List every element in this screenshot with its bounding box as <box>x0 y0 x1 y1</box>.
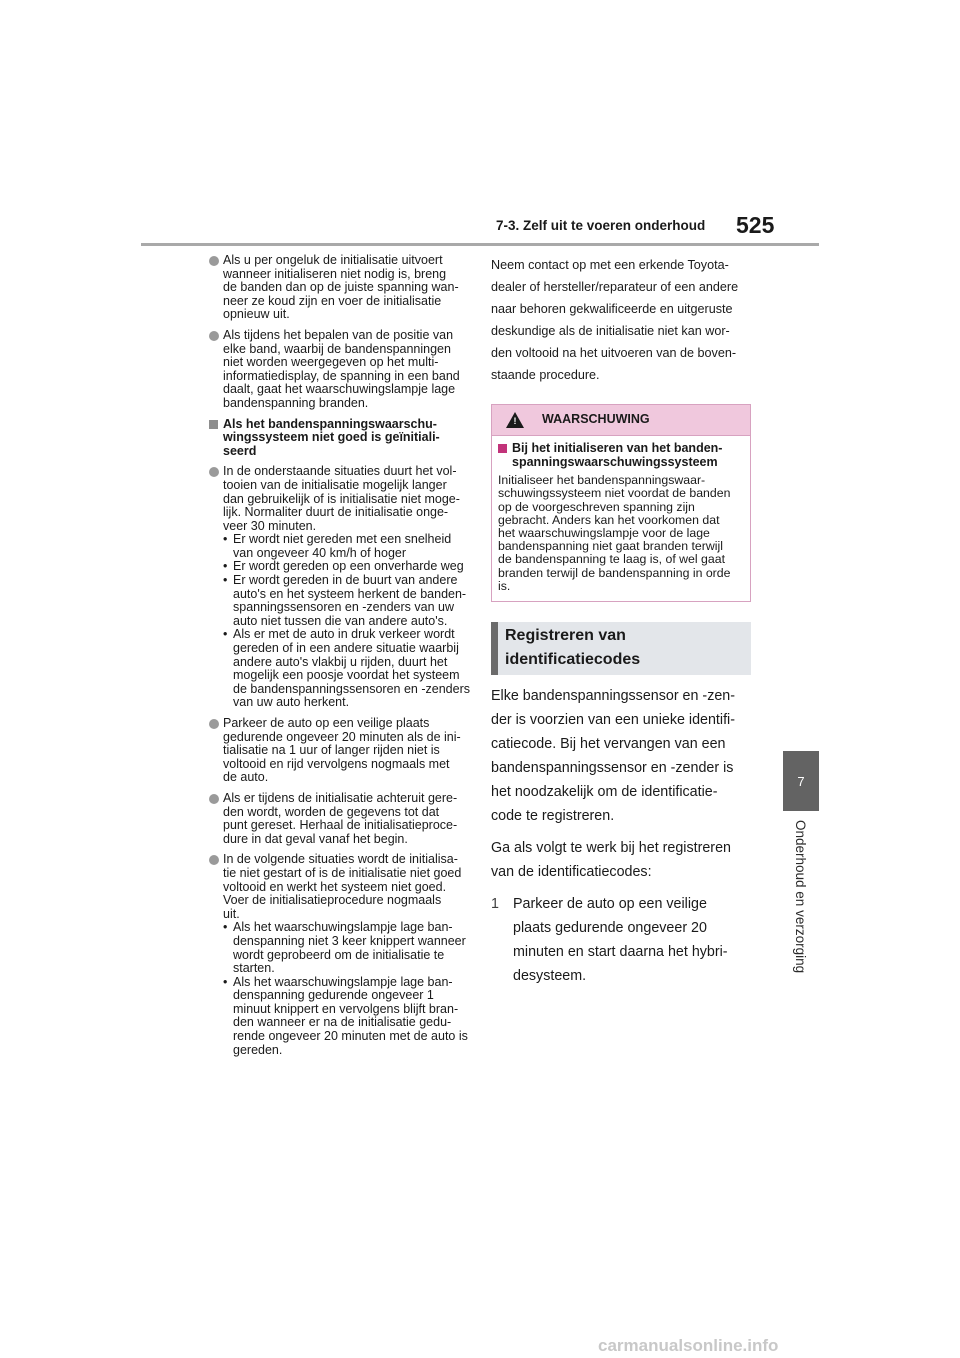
text-line: In de volgende situaties wordt de initialisa- <box>223 852 458 867</box>
sub-item <box>223 533 471 560</box>
text-line: plaats gedurende ongeveer 20 <box>513 920 707 937</box>
bullet-dot-icon <box>209 331 219 341</box>
text-line: schuwingssysteem niet voordat de banden <box>498 486 731 501</box>
text-line: elke band, waarbij de bandenspanningen <box>223 341 451 356</box>
text-line: niet worden weergegeven op het multi- <box>223 355 439 370</box>
text-line: wordt geprobeerd om de initialisatie te <box>233 947 445 962</box>
text-line: dan gebruikelijk of is initialisatie niet moge- <box>223 491 460 506</box>
text-line: lijk. Normaliter duurt de initialisatie onge- <box>223 505 449 520</box>
right-column <box>491 254 751 988</box>
sub-bullet-icon: • <box>223 974 228 989</box>
warning-subheading <box>498 442 740 469</box>
bullet-dot-icon <box>209 794 219 804</box>
text-line: voltooid en werkt het systeem niet goed. <box>223 879 447 894</box>
step-text <box>513 892 751 988</box>
text-line: rende ongeveer 20 minuten met de auto is <box>233 1029 468 1044</box>
bullet-text <box>223 717 471 785</box>
bullet-item <box>209 792 471 846</box>
text-line: gebracht. Anders kan het voorkomen dat <box>498 512 720 527</box>
sub-item <box>223 628 471 710</box>
text-line: code te registreren. <box>491 808 615 825</box>
text-line: Voer de initialisatieprocedure nogmaals <box>223 893 442 908</box>
text-line: Ga als volgt te werk bij het registreren <box>491 840 731 857</box>
text-line: de bandenspanningssensoren en -zenders <box>233 681 470 696</box>
section-header: 7-3. Zelf uit te voeren onderhoud <box>496 218 706 233</box>
text-line: Registreren van <box>505 627 626 645</box>
text-line: deskundige als de initialisatie niet kan wor- <box>491 324 730 338</box>
sub-bullet-icon: • <box>223 573 228 588</box>
text-line: Als het bandenspanningswaarschu- <box>223 416 437 431</box>
step-number: 1 <box>491 896 499 913</box>
page-number: 525 <box>736 212 775 238</box>
bullet-item <box>209 717 471 785</box>
left-column <box>209 254 471 1064</box>
text-line: is. <box>498 578 511 593</box>
text-line: der is voorzien van een unieke identifi- <box>491 712 735 729</box>
text-line: den wordt, worden de gegevens tot dat <box>223 804 440 819</box>
sub-bullet-icon: • <box>223 532 228 547</box>
text-line: denspanning gedurende ongeveer 1 <box>233 988 434 1003</box>
text-line: In de onderstaande situaties duurt het vol- <box>223 464 457 479</box>
text-line: bandenspanning niet gaat branden terwijl <box>498 539 723 554</box>
text-line: Als er met de auto in druk verkeer wordt <box>233 627 455 642</box>
text-line: dealer of hersteller/reparateur of een andere <box>491 280 739 294</box>
text-line: spanningssensoren en -zenders van uw <box>233 600 454 615</box>
text-line: den voltooid na het uitvoeren van de boven- <box>491 346 737 360</box>
text-line: Als er tijdens de initialisatie achteruit gere- <box>223 790 458 805</box>
text-line: Elke bandenspanningssensor en -zen- <box>491 688 736 705</box>
warning-text <box>498 474 740 593</box>
text-line: de banden dan op de juiste spanning wan- <box>223 280 459 295</box>
sub-item <box>223 976 471 1058</box>
bullet-dot-icon <box>209 256 219 266</box>
text-line: van de identificatiecodes: <box>491 864 652 881</box>
text-line: tialisatie na 1 uur of langer rijden niet is <box>223 743 440 758</box>
warning-label: WAARSCHUWING <box>542 412 650 426</box>
warning-body <box>492 436 750 601</box>
text-line: voltooid en rijd vervolgens nogmaals met <box>223 756 450 771</box>
bullet-item <box>209 329 471 411</box>
sub-item <box>223 921 471 975</box>
bullet-dot-icon <box>209 855 219 865</box>
text-line: auto's en het systeem herkent de banden- <box>233 586 467 601</box>
sub-bullet-icon: • <box>223 627 228 642</box>
text-line: gereden. <box>233 1042 283 1057</box>
intro-paragraph <box>491 254 751 386</box>
text-line: Er wordt gereden in de buurt van andere <box>233 573 458 588</box>
sub-list <box>223 533 471 710</box>
text-line: starten. <box>233 961 275 976</box>
text-line: andere auto's vlakbij u rijden, duurt het <box>233 654 448 669</box>
text-line: gereden of in een andere situatie waarbij <box>233 641 459 656</box>
sub-bullet-icon: • <box>223 920 228 935</box>
text-line: punt gereset. Herhaal de initialisatieproce- <box>223 818 458 833</box>
text-line: branden terwijl de bandenspanning in orde <box>498 565 731 580</box>
text-line: informatiedisplay, de spanning in een band <box>223 368 460 383</box>
bullet-dot-icon <box>209 719 219 729</box>
text-line: Als u per ongeluk de initialisatie uitvoert <box>223 253 443 267</box>
text-line: bandenspanningssensor en -zender is <box>491 760 734 777</box>
text-line: het waarschuwingslampje voor de lage <box>498 526 710 540</box>
text-line: van uw auto herkent. <box>233 695 350 710</box>
warning-header <box>492 405 750 436</box>
text-line: Initialiseer het bandenspanningswaar- <box>498 473 706 488</box>
text-line: den wanneer er na de initialisatie gedu- <box>233 1015 452 1030</box>
sub-bullet-icon: • <box>223 559 228 574</box>
bullet-item <box>209 853 471 1057</box>
paragraph <box>491 684 751 828</box>
text-line: opnieuw uit. <box>223 307 290 322</box>
text-line: mogelijk een poosje voordat het systeem <box>233 668 460 683</box>
header-rule <box>141 243 819 246</box>
text-line: catiecode. Bij het vervangen van een <box>491 736 726 753</box>
bullet-item <box>209 465 471 710</box>
bullet-text <box>223 792 471 846</box>
text-line: op de voorgeschreven spanning zijn <box>498 499 695 514</box>
bullet-dot-icon <box>209 467 219 477</box>
text-line: Parkeer de auto op een veilige plaats <box>223 716 430 730</box>
text-line: identificatiecodes <box>505 651 641 669</box>
warning-subheading-text <box>512 442 740 469</box>
sub-item <box>223 574 471 628</box>
text-line: staande procedure. <box>491 368 600 382</box>
bullet-text <box>223 254 471 322</box>
text-line: Er wordt gereden op een onverharde weg <box>233 559 464 574</box>
text-line: auto niet tussen die van andere auto's. <box>233 613 448 628</box>
text-line: neer ze koud zijn en voer de initialisatie <box>223 293 442 308</box>
text-line: naar behoren gekwalificeerde en uitgeruste <box>491 302 733 316</box>
text-line: minuten en start daarna het hybri- <box>513 944 728 961</box>
text-line: Als tijdens het bepalen van de positie van <box>223 327 454 342</box>
text-line: de auto. <box>223 770 269 785</box>
text-line: wanneer initialiseren niet nodig is, breng <box>223 266 447 281</box>
text-line: wingssysteem niet goed is geïnitiali- <box>223 430 440 445</box>
sub-list <box>223 921 471 1057</box>
square-bullet-icon <box>498 444 507 453</box>
paragraph <box>491 836 751 884</box>
text-line: Parkeer de auto op een veilige <box>513 896 707 913</box>
text-line: bandenspanning branden. <box>223 395 369 410</box>
text-line: tie niet gestart of is de initialisatie niet goed <box>223 865 462 880</box>
text-line: seerd <box>223 443 257 458</box>
subheading-text <box>223 418 471 459</box>
watermark: carmanualsonline.info <box>598 1336 779 1355</box>
square-bullet-icon <box>209 420 218 429</box>
text-line: het noodzakelijk om de identificatie- <box>491 784 718 801</box>
text-line: Als het waarschuwingslampje lage ban- <box>233 974 453 989</box>
bullet-text <box>223 853 471 921</box>
text-line: minuut knippert en vervolgens blijft bran- <box>233 1001 459 1016</box>
text-line: spanningswaarschuwingssysteem <box>512 454 718 469</box>
chapter-tab[interactable]: 7 <box>783 751 819 811</box>
text-line: de bandenspanning te laag is, of wel gaat <box>498 552 725 567</box>
section-title <box>491 622 751 675</box>
bullet-text <box>223 465 471 533</box>
text-line: daalt, gaat het waarschuwingslampje lage <box>223 382 456 397</box>
text-line: dure in dat geval vanaf het begin. <box>223 831 408 846</box>
text-line: veer 30 minuten. <box>223 518 317 533</box>
text-line: Bij het initialiseren van het banden- <box>512 441 723 455</box>
step-item <box>491 892 751 988</box>
bullet-item <box>209 254 471 322</box>
subheading <box>209 418 471 459</box>
text-line: denspanning niet 3 keer knippert wanneer <box>233 933 466 948</box>
warning-exclamation-icon: ! <box>513 416 517 426</box>
text-line: gedurende ongeveer 20 minuten als de ini- <box>223 729 461 744</box>
text-line: van ongeveer 40 km/h of hoger <box>233 545 407 560</box>
bullet-text <box>223 329 471 411</box>
text-line: Neem contact op met een erkende Toyota- <box>491 258 729 272</box>
warning-box <box>491 404 751 602</box>
text-line: tooien van de initialisatie mogelijk langer <box>223 477 447 492</box>
text-line: desysteem. <box>513 968 587 985</box>
text-line: uit. <box>223 906 240 921</box>
chapter-title: Onderhoud en verzorging <box>793 820 808 974</box>
text-line: Als het waarschuwingslampje lage ban- <box>233 920 453 935</box>
text-line: Er wordt niet gereden met een snelheid <box>233 532 452 547</box>
sub-item <box>223 560 471 574</box>
